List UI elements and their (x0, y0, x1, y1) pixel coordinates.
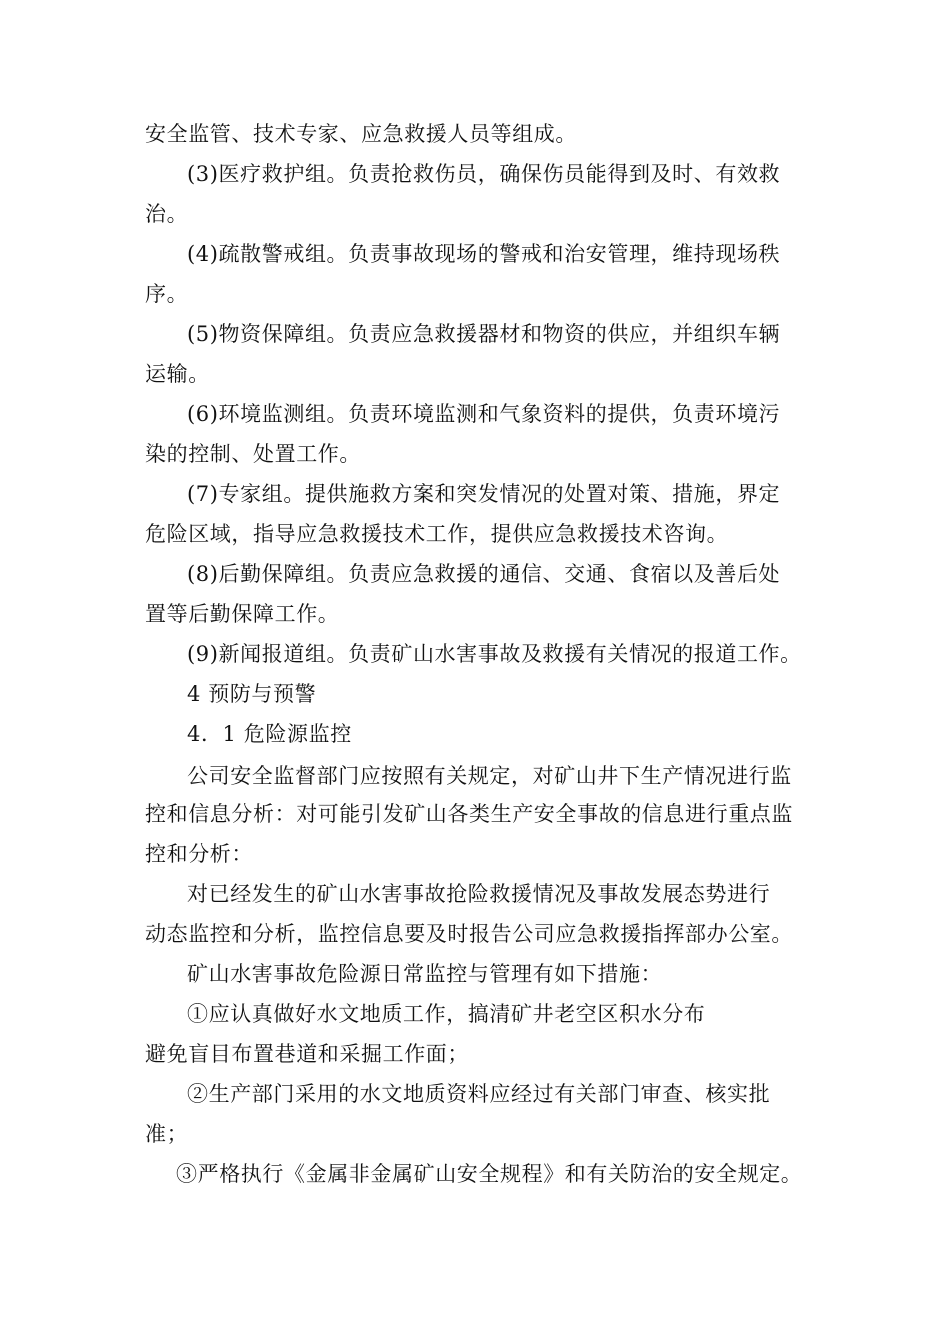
text-line: 公司安全监督部门应按照有关规定，对矿山井下生产情况进行监 (187, 764, 792, 788)
text-line: 置等后勤保障工作。 (145, 602, 340, 626)
list-item: ②生产部门采用的水文地质资料应经过有关部门审查、核实批 (187, 1082, 771, 1106)
text-line: (8)后勤保障组。负责应急救援的通信、交通、食宿以及善后处 (187, 562, 781, 586)
text-line: (6)环境监测组。负责环境监测和气象资料的提供，负责环境污 (187, 402, 781, 426)
text-line: 序。 (145, 282, 189, 306)
text-line: (9)新闻报道组。负责矿山水害事故及救援有关情况的报道工作。 (187, 642, 802, 666)
text-line: 安全监管、技术专家、应急救援人员等组成。 (145, 122, 577, 146)
list-item: ③严格执行《金属非金属矿山安全规程》和有关防治的安全规定。 (176, 1162, 803, 1186)
text-line: 运输。 (145, 362, 210, 386)
text-line: 控和分析： (145, 842, 253, 866)
subsection-heading: 4．1 危险源监控 (187, 722, 352, 746)
section-heading: 4 预防与预警 (187, 682, 317, 706)
text-line: (3)医疗救护组。负责抢救伤员，确保伤员能得到及时、有效救 (187, 162, 781, 186)
text-line: 动态监控和分析，监控信息要及时报告公司应急救援指挥部办公室。 (145, 922, 793, 946)
text-line: (7)专家组。提供施救方案和突发情况的处置对策、措施，界定 (187, 482, 781, 506)
text-line: 避免盲目布置巷道和采掘工作面； (145, 1042, 469, 1066)
text-line: 危险区域，指导应急救援技术工作，提供应急救援技术咨询。 (145, 522, 729, 546)
text-line: 对已经发生的矿山水害事故抢险救援情况及事故发展态势进行 (187, 882, 771, 906)
text-line: 准； (145, 1122, 189, 1146)
text-line: (5)物资保障组。负责应急救援器材和物资的供应，并组织车辆 (187, 322, 781, 346)
list-item: ①应认真做好水文地质工作，搞清矿井老空区积水分布 (187, 1002, 706, 1026)
text-line: 染的控制、处置工作。 (145, 442, 361, 466)
text-line: 矿山水害事故危险源日常监控与管理有如下措施： (187, 962, 663, 986)
text-line: (4)疏散警戒组。负责事故现场的警戒和治安管理，维持现场秩 (187, 242, 781, 266)
text-line: 治。 (145, 202, 189, 226)
text-line: 控和信息分析：对可能引发矿山各类生产安全事故的信息进行重点监 (145, 802, 793, 826)
